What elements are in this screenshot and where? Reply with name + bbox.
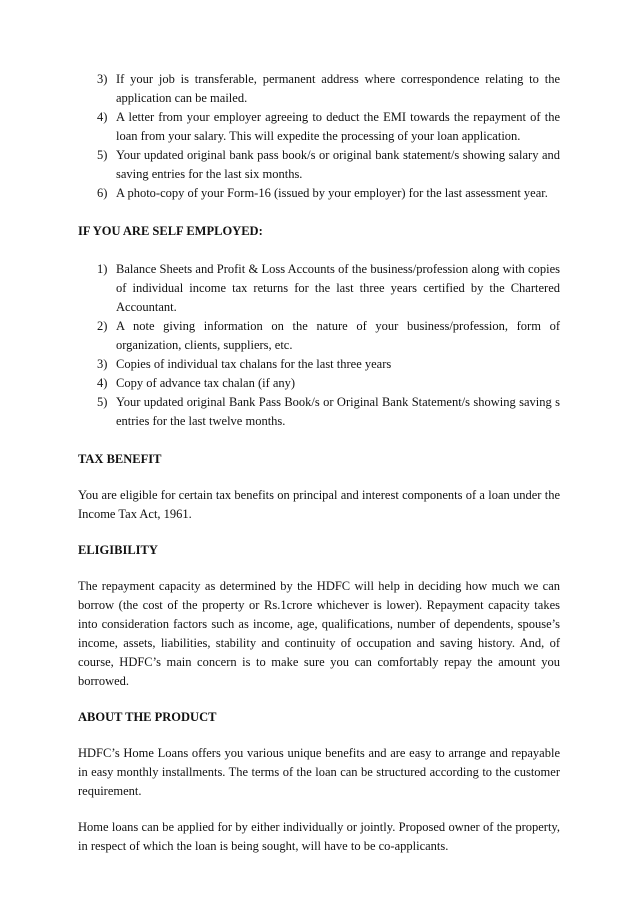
list-number: 2) <box>97 319 108 333</box>
list-item <box>78 260 560 317</box>
list-item-text: Balance Sheets and Profit & Loss Accounts of the business/profession along with copies of individual income tax returns for the last three years certified by the Chartered Accountant. <box>116 262 560 314</box>
list-item-text: Your updated original bank pass book/s or original bank statement/s showing salary and saving entries for the last six months. <box>116 148 560 181</box>
list-item <box>78 393 560 431</box>
list-number: 3) <box>97 357 108 371</box>
list-item <box>78 374 560 393</box>
list-item <box>78 70 560 108</box>
list-number: 5) <box>97 395 108 409</box>
list-number: 5) <box>97 148 108 162</box>
self-employed-documents-list <box>78 260 560 431</box>
list-number: 4) <box>97 110 108 124</box>
about-product-paragraph-2: Home loans can be applied for by either individually or jointly. Proposed owner of the property, in respect of which the loan is being sought, will have to be co-applicants. <box>78 820 560 853</box>
list-number: 3) <box>97 72 108 86</box>
list-item <box>78 108 560 146</box>
list-item-text: A photo-copy of your Form-16 (issued by your employer) for the last assessment year. <box>116 186 548 200</box>
salaried-documents-list <box>78 70 560 203</box>
about-product-paragraph-1: HDFC’s Home Loans offers you various unique benefits and are easy to arrange and repayable in easy monthly installments. The terms of the loan can be structured according to the customer requirement. <box>78 746 560 798</box>
list-item-text: Copies of individual tax chalans for the last three years <box>116 357 392 371</box>
list-item <box>78 317 560 355</box>
about-product-heading: ABOUT THE PRODUCT <box>78 710 217 724</box>
list-item <box>78 184 560 203</box>
list-number: 6) <box>97 186 108 200</box>
list-item <box>78 355 560 374</box>
eligibility-text: The repayment capacity as determined by the HDFC will help in deciding how much we can borrow (the cost of the property or Rs.1crore whichever is lower). Repayment capacity takes into consideration factors such as income, age, qualifications, number of dependents, spouse’s income, assets, liabilities, stability and continuity of occupation and saving history. And, of course, HDFC’s main concern is to make sure you can comfortably repay the amount you borrowed. <box>78 579 560 688</box>
list-number: 1) <box>97 262 108 276</box>
tax-benefit-heading: TAX BENEFIT <box>78 452 162 466</box>
list-number: 4) <box>97 376 108 390</box>
document-page <box>78 70 560 856</box>
self-employed-heading: IF YOU ARE SELF EMPLOYED: <box>78 224 263 238</box>
list-item-text: Copy of advance tax chalan (if any) <box>116 376 296 390</box>
eligibility-heading: ELIGIBILITY <box>78 543 158 557</box>
tax-benefit-text: You are eligible for certain tax benefits on principal and interest components of a loan under the Income Tax Act, 1961. <box>78 488 560 521</box>
list-item-text: A note giving information on the nature of your business/profession, form of organization, clients, suppliers, etc. <box>116 319 560 352</box>
list-item-text: Your updated original Bank Pass Book/s or Original Bank Statement/s showing saving s entries for the last twelve months. <box>116 395 560 428</box>
list-item-text: A letter from your employer agreeing to deduct the EMI towards the repayment of the loan from your salary. This will expedite the processing of your loan application. <box>116 110 560 143</box>
list-item <box>78 146 560 184</box>
list-item-text: If your job is transferable, permanent address where correspondence relating to the application can be mailed. <box>116 72 560 105</box>
